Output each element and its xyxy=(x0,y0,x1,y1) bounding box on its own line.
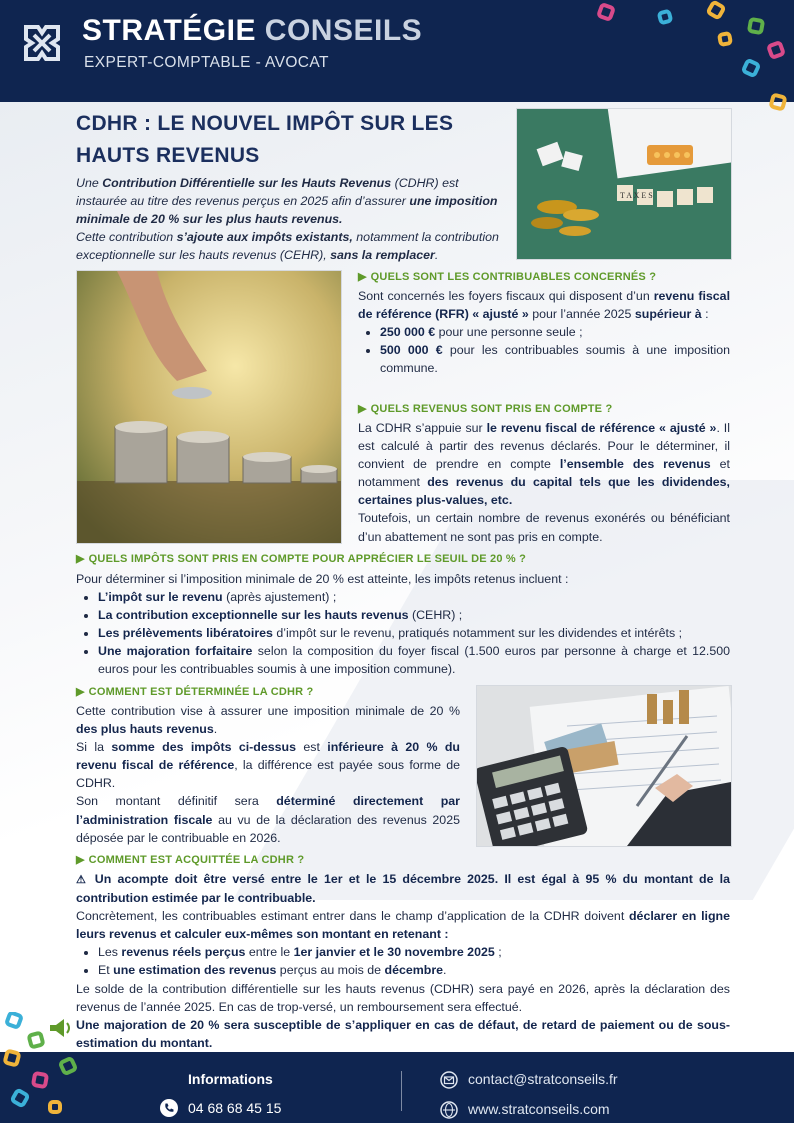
footer-website[interactable]: www.stratconseils.com xyxy=(468,1101,610,1117)
footer-divider xyxy=(401,1071,402,1111)
section-title-revenus: ▶ QUELS REVENUS SONT PRIS EN COMPTE ? xyxy=(358,402,613,415)
section-title-impots: ▶ QUELS IMPÔTS SONT PRIS EN COMPTE POUR APPRÉCIER LE SEUIL DE 20 % ? xyxy=(76,552,527,565)
list-item: • Et une estimation des revenus perçus au mois de décembre. xyxy=(98,961,730,979)
section-title-acquittement: ▶ COMMENT EST ACQUITTÉE LA CDHR ? xyxy=(76,853,305,866)
coin-stacks-photo xyxy=(76,270,342,544)
list-item: • 250 000 € pour une personne seule ; xyxy=(380,323,730,341)
footer xyxy=(0,1052,794,1123)
list-item: • Une majoration forfaitaire selon la composition du foyer fiscal (1.500 euros par personne à charge et 12.500 euros pour les contribuables soumis à une imposition commune). xyxy=(98,642,730,678)
logo-icon xyxy=(18,19,66,67)
taxes-coins-photo xyxy=(516,108,732,260)
brand-subtitle: EXPERT-COMPTABLE - AVOCAT xyxy=(84,54,329,71)
list-item: • La contribution exceptionnelle sur les hauts revenus (CEHR) ; xyxy=(98,606,730,624)
notice-text: Une majoration de 20 % sera susceptible de s’appliquer en cas de défaut, de retard de paiement ou de sous-estimation du montant. xyxy=(76,1017,730,1050)
confetti-decoration-icon xyxy=(560,0,794,130)
globe-icon xyxy=(440,1101,458,1119)
taxes-letters: T A X E S xyxy=(620,191,653,200)
header-banner xyxy=(0,0,794,102)
arrow-right-icon: ▶ xyxy=(76,553,85,565)
phone-icon xyxy=(160,1099,178,1117)
section-text-impots: Pour déterminer si l’imposition minimale de 20 % est atteinte, les impôts retenus incluent : • L’impôt sur le revenu (après ajustement) ; • La contribution exceptionnelle sur les hauts revenus (CEHR) ; • Les prélèvements libératoires d’impôt sur le revenu, pratiqués notamment sur les dividendes et intérêts ; • Une majoration forfaitaire selon la composition du foyer fiscal (1.500 euros par personne à charge et 12.500 euros pour les contribuables soumis à une imposition commune). xyxy=(76,570,730,679)
brand-name-part1: STRATÉGIE xyxy=(82,14,256,47)
section-text-revenus: La CDHR s’appuie sur le revenu fiscal de référence « ajusté ». Il est calculé à partir des revenus déclarés. Pour le déterminer, il convient de prendre en compte l’ensemble des revenus et notamment des revenus du capital tels que les dividendes, certaines plus-values, etc. Toutefois, un certain nombre de revenus exonérés ou bénéficiant d’un abattement ne sont pas pris en compte. xyxy=(358,421,730,544)
email-icon xyxy=(440,1071,458,1089)
intro-paragraph: Une Contribution Différentielle sur les Hauts Revenus (CDHR) est instaurée au titre des revenus perçus en 2025 afin d’assurer une imposition minimale de 20 % sur les plus hauts revenus. Cette contribution s’ajoute aux impôts existants, notamment la contribution exceptionnelle sur les hauts revenus (CEHR), sans la remplacer. xyxy=(76,176,499,262)
section-text-acquittement: ⚠ Un acompte doit être versé entre le 1er et le 15 décembre 2025. Il est égal à 95 % du montant de la contribution estimée par le contribuable. Concrètement, les contribuables estimant entrer dans le champ d’application de la CDHR doivent déclarer en ligne leurs revenus et calculer eux-mêmes son montant en retenant : • Les revenus réels perçus entre le 1er janvier et le 30 novembre 2025 ; • Et une estimation des revenus perçus au mois de décembre. Le solde de la contribution différentielle sur les hauts revenus (CDHR) sera payé en 2026, après la déclaration des revenus de l’année 2025. En cas de trop-versé, un remboursement sera effectué. Une majoration de 20 % sera susceptible de s’appliquer en cas de défaut, de retard de paiement ou de sous-estimation du montant. xyxy=(76,870,730,1052)
arrow-right-icon: ▶ xyxy=(358,271,367,283)
list-item: • 500 000 € pour les contribuables soumis à une imposition commune. xyxy=(380,341,730,377)
section-title-determination: ▶ COMMENT EST DÉTERMINÉE LA CDHR ? xyxy=(76,685,314,698)
warning-icon: ⚠ xyxy=(76,874,89,886)
arrow-right-icon: ▶ xyxy=(76,854,85,866)
footer-email[interactable]: contact@stratconseils.fr xyxy=(468,1071,618,1087)
arrow-right-icon: ▶ xyxy=(76,686,85,698)
brand-name-part2: CONSEILS xyxy=(264,14,423,47)
brand-name xyxy=(82,14,422,48)
footer-title: Informations xyxy=(188,1071,273,1087)
section-title-contribuables: ▶ QUELS SONT LES CONTRIBUABLES CONCERNÉS ? xyxy=(358,270,657,283)
arrow-right-icon: ▶ xyxy=(358,403,367,415)
calculator-photo xyxy=(476,685,732,847)
list-item: • Les prélèvements libératoires d’impôt sur le revenu, pratiqués notamment sur les dividendes et intérêts ; xyxy=(98,624,730,642)
section-text-contribuables: Sont concernés les foyers fiscaux qui disposent d’un revenu fiscal de référence (RFR) « ajusté » pour l’année 2025 supérieur à : • 250 000 € pour une personne seule ; • 500 000 € pour les contribuables soumis à une imposition commune. xyxy=(358,287,730,377)
page-title: CDHR : LE NOUVEL IMPÔT SUR LES HAUTS REVENUS xyxy=(76,112,454,167)
list-item: • Les revenus réels perçus entre le 1er janvier et le 30 novembre 2025 ; xyxy=(98,943,730,961)
footer-phone[interactable]: 04 68 68 45 15 xyxy=(188,1100,282,1116)
section-text-determination: Cette contribution vise à assurer une imposition minimale de 20 % des plus hauts revenus. Si la somme des impôts ci-dessus est inférieure à 20 % du revenu fiscal de référence, la différence est payée sous forme de CDHR. Son montant définitif sera déterminé directement par l’administration fiscale au vu de la déclaration des revenus 2025 déposée par le contribuable en 2026. xyxy=(76,704,461,845)
confetti-footer-icon xyxy=(0,1012,90,1122)
list-item: • L’impôt sur le revenu (après ajustement) ; xyxy=(98,588,730,606)
